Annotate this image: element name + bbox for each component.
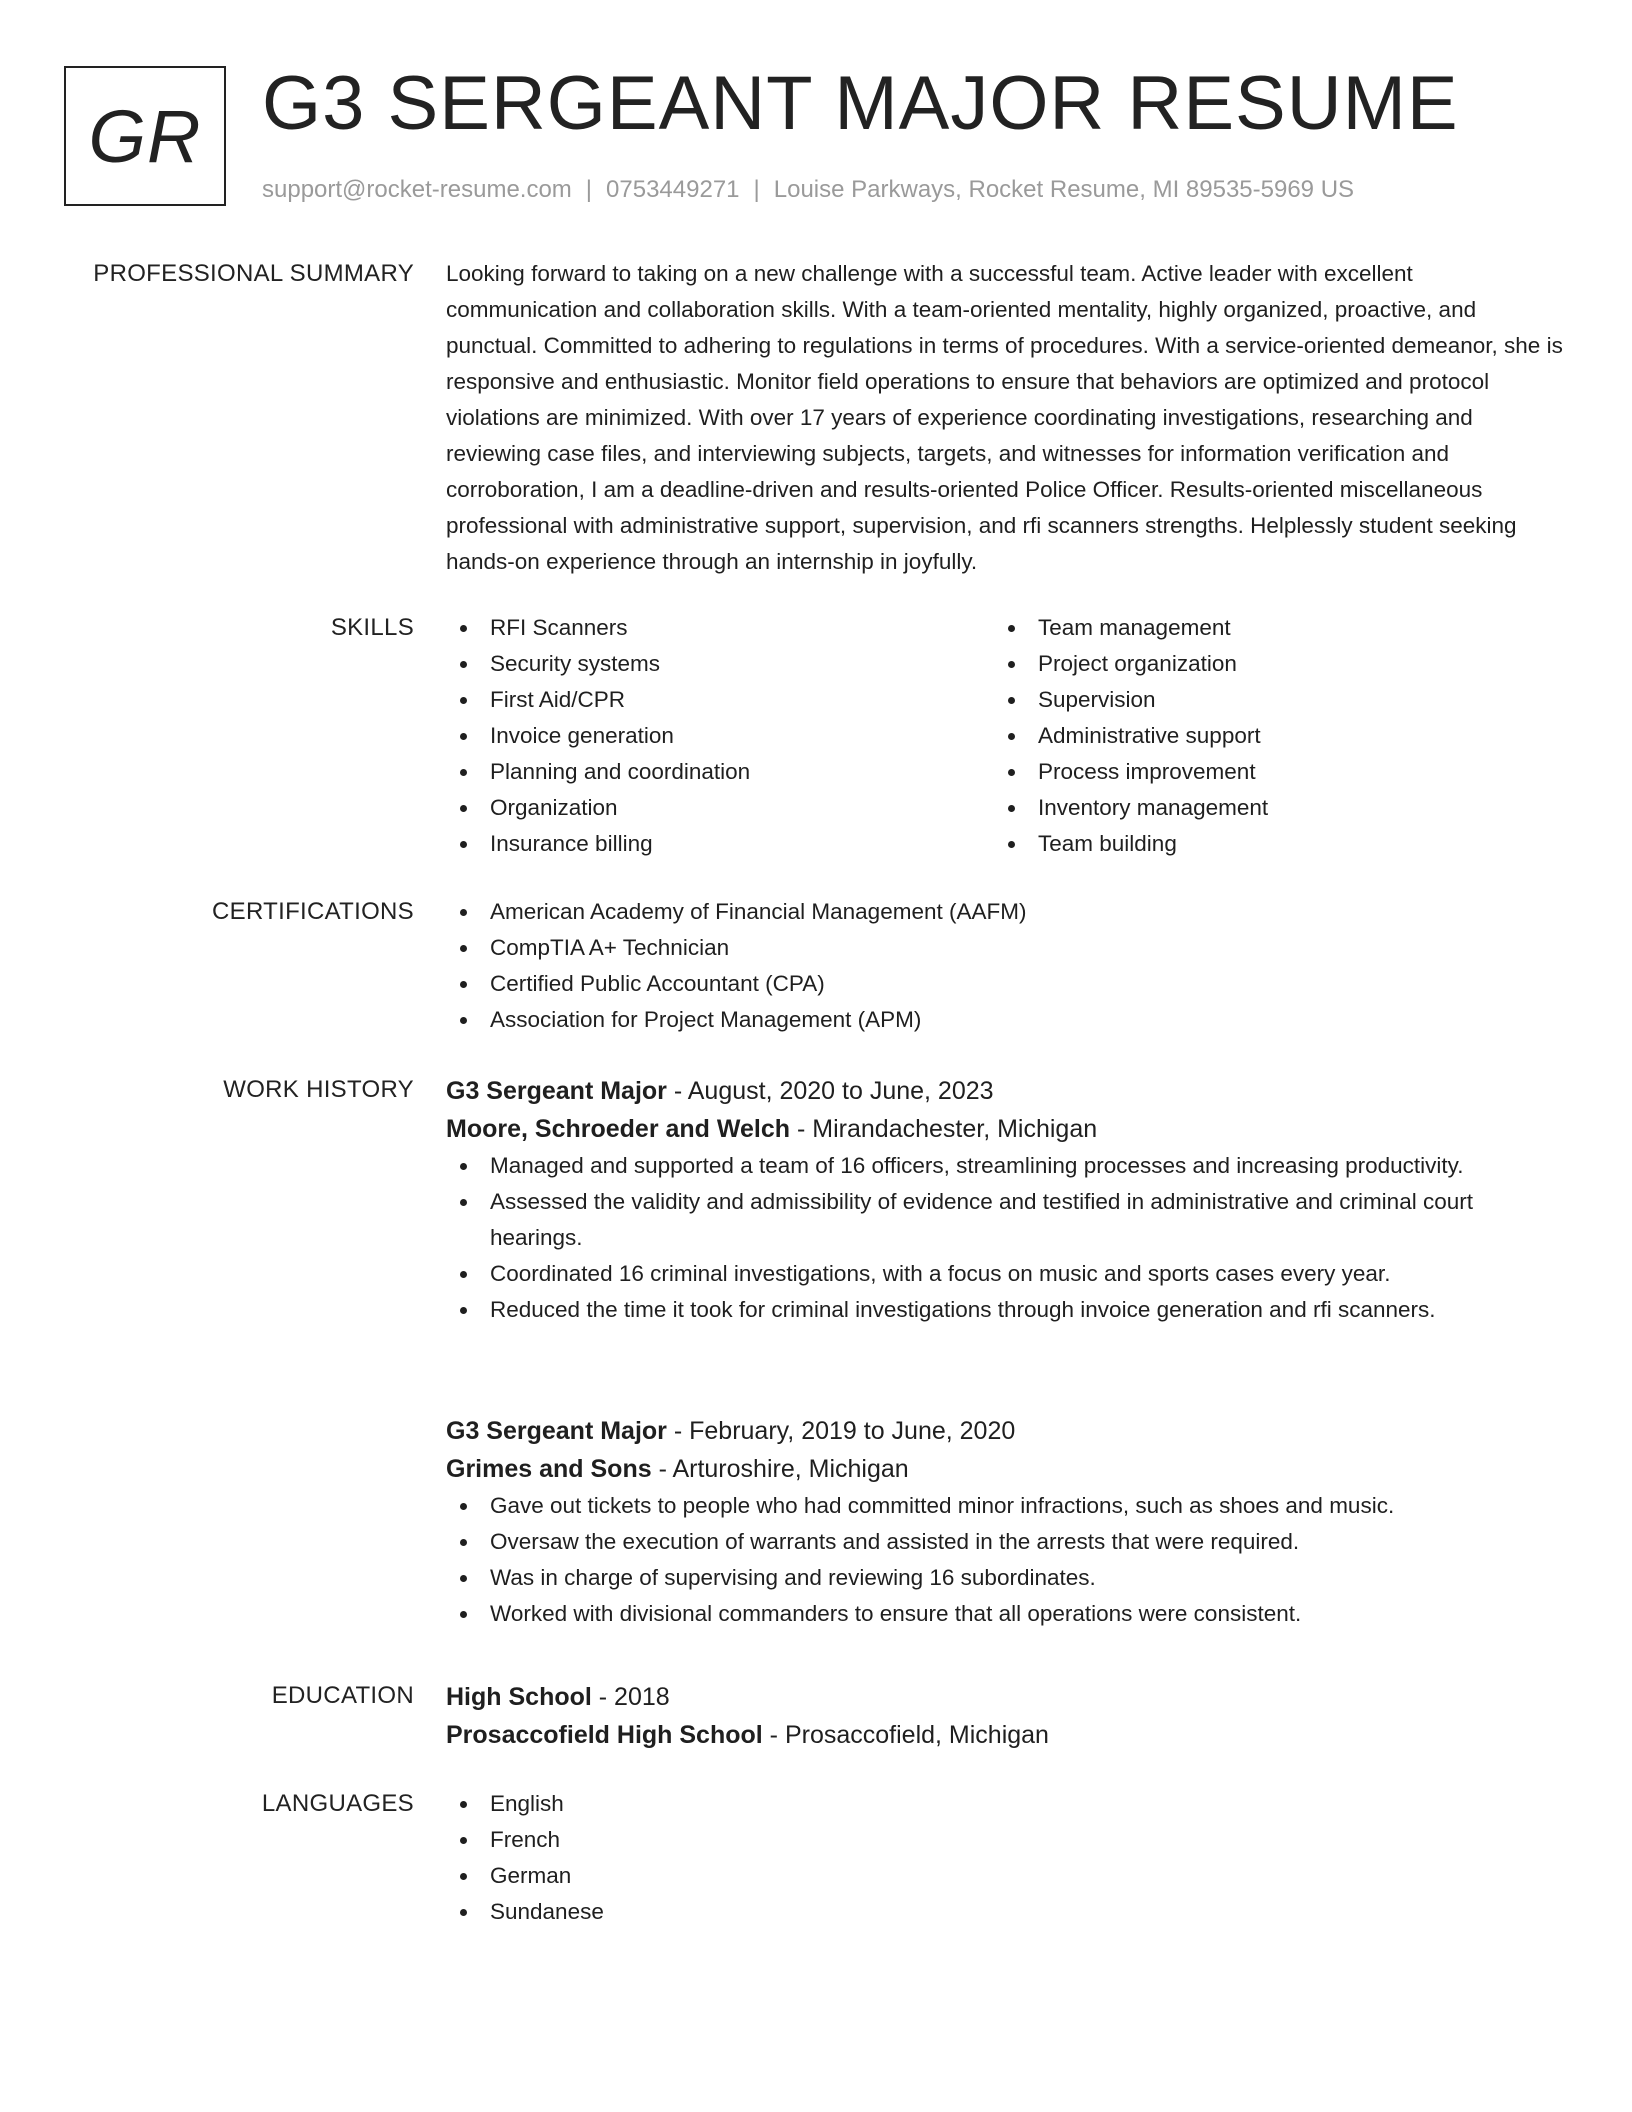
language-item: Sundanese xyxy=(446,1894,1566,1930)
certification-item: Certified Public Accountant (CPA) xyxy=(446,966,1566,1002)
languages-body xyxy=(446,1786,1566,1930)
skill-item: Administrative support xyxy=(994,718,1542,754)
skill-item: Organization xyxy=(446,790,994,826)
certification-item: CompTIA A+ Technician xyxy=(446,930,1566,966)
job-duty: Managed and supported a team of 16 officers, streamlining processes and increasing productivity. xyxy=(446,1148,1566,1184)
job-dates: - February, 2019 to June, 2020 xyxy=(666,1417,1016,1445)
skill-item: Team management xyxy=(994,610,1542,646)
skill-item: Team building xyxy=(994,826,1542,862)
job-duty: Assessed the validity and admissibility of evidence and testified in administrative and criminal court hearings. xyxy=(446,1184,1566,1256)
job-duties-list xyxy=(446,1148,1566,1328)
skills-body xyxy=(446,610,1566,862)
job-title: G3 Sergeant Major xyxy=(446,1417,667,1445)
job-dates: - August, 2020 to June, 2023 xyxy=(666,1077,994,1105)
work-history-body xyxy=(446,1072,1566,1652)
education-year: - 2018 xyxy=(591,1683,670,1711)
certifications-body xyxy=(446,894,1566,1038)
job-company-line xyxy=(446,1450,1566,1488)
job-company-line xyxy=(446,1110,1566,1148)
skill-item: Inventory management xyxy=(994,790,1542,826)
job-duty: Coordinated 16 criminal investigations, with a focus on music and sports cases every year. xyxy=(446,1256,1566,1292)
skill-item: Project organization xyxy=(994,646,1542,682)
education-school: Prosaccofield High School xyxy=(446,1721,763,1749)
language-item: French xyxy=(446,1822,1566,1858)
job-duty: Reduced the time it took for criminal investigations through invoice generation and rfi scanners. xyxy=(446,1292,1566,1328)
summary-body xyxy=(446,256,1566,580)
language-item: German xyxy=(446,1858,1566,1894)
certification-item: American Academy of Financial Management (AAFM) xyxy=(446,894,1566,930)
monogram-initials: GR xyxy=(88,94,202,178)
skills-heading: SKILLS xyxy=(330,614,414,641)
education-body xyxy=(446,1678,1566,1754)
summary-text: Looking forward to taking on a new challenge with a successful team. Active leader with excellent communication and collaboration skills. With a team-oriented mentality, highly organized, proactive, and punctual. Committed to adhering to regulations in terms of procedures. With a service-oriented demeanor, she is responsive and enthusiastic. Monitor field operations to ensure that behaviors are optimized and protocol violations are minimized. With over 17 years of experience coordinating investigations, researching and reviewing case files, and interviewing subjects, targets, and witnesses for information verification and corroboration, I am a deadline-driven and results-oriented Police Officer. Results-oriented miscellaneous professional with administrative support, supervision, and rfi scanners strengths. Helplessly student seeking hands-on experience through an internship in joyfully. xyxy=(446,261,1563,574)
contact-line xyxy=(262,174,1354,206)
contact-phone: 0753449271 xyxy=(606,176,740,203)
job-location: - Mirandachester, Michigan xyxy=(790,1115,1098,1143)
education-degree: High School xyxy=(446,1683,592,1711)
skill-item: First Aid/CPR xyxy=(446,682,994,718)
certifications-list xyxy=(446,894,1566,1038)
job-duty: Was in charge of supervising and reviewing 16 subordinates. xyxy=(446,1560,1566,1596)
job-company: Grimes and Sons xyxy=(446,1455,652,1483)
education-location: - Prosaccofield, Michigan xyxy=(762,1721,1049,1749)
contact-separator: | xyxy=(585,176,593,203)
languages-list xyxy=(446,1786,1566,1930)
education-school-line xyxy=(446,1716,1566,1754)
job-duty: Worked with divisional commanders to ensure that all operations were consistent. xyxy=(446,1596,1566,1632)
monogram-box xyxy=(64,66,226,206)
job-duty: Gave out tickets to people who had committed minor infractions, such as shoes and music. xyxy=(446,1488,1566,1524)
job-duties-list xyxy=(446,1488,1566,1632)
skill-item: Planning and coordination xyxy=(446,754,994,790)
skills-list-right xyxy=(994,610,1542,862)
contact-separator: | xyxy=(753,176,760,203)
skill-item: Process improvement xyxy=(994,754,1542,790)
skill-item: Insurance billing xyxy=(446,826,994,862)
job-duty: Oversaw the execution of warrants and assisted in the arrests that were required. xyxy=(446,1524,1566,1560)
job-title-line xyxy=(446,1072,1566,1110)
skills-list-left xyxy=(446,610,994,862)
job-company: Moore, Schroeder and Welch xyxy=(446,1115,791,1143)
contact-email: support@rocket-resume.com xyxy=(262,176,572,203)
languages-heading: LANGUAGES xyxy=(261,1790,414,1817)
education-degree-line xyxy=(446,1678,1566,1716)
job-title: G3 Sergeant Major xyxy=(446,1077,667,1105)
contact-address: Louise Parkways, Rocket Resume, MI 89535-5969 US xyxy=(773,176,1355,203)
job-title-line xyxy=(446,1412,1566,1450)
resume-title: G3 SERGEANT MAJOR RESUME xyxy=(262,61,1459,146)
job-entry xyxy=(446,1072,1566,1328)
job-location: - Arturoshire, Michigan xyxy=(651,1455,909,1483)
certifications-heading: CERTIFICATIONS xyxy=(212,898,414,925)
certification-item: Association for Project Management (APM) xyxy=(446,1002,1566,1038)
job-entry xyxy=(446,1412,1566,1632)
skill-item: Invoice generation xyxy=(446,718,994,754)
work-history-heading: WORK HISTORY xyxy=(223,1076,414,1103)
skill-item: RFI Scanners xyxy=(446,610,994,646)
education-heading: EDUCATION xyxy=(271,1682,414,1709)
skill-item: Security systems xyxy=(446,646,994,682)
summary-heading: PROFESSIONAL SUMMARY xyxy=(93,260,414,287)
skill-item: Supervision xyxy=(994,682,1542,718)
language-item: English xyxy=(446,1786,1566,1822)
